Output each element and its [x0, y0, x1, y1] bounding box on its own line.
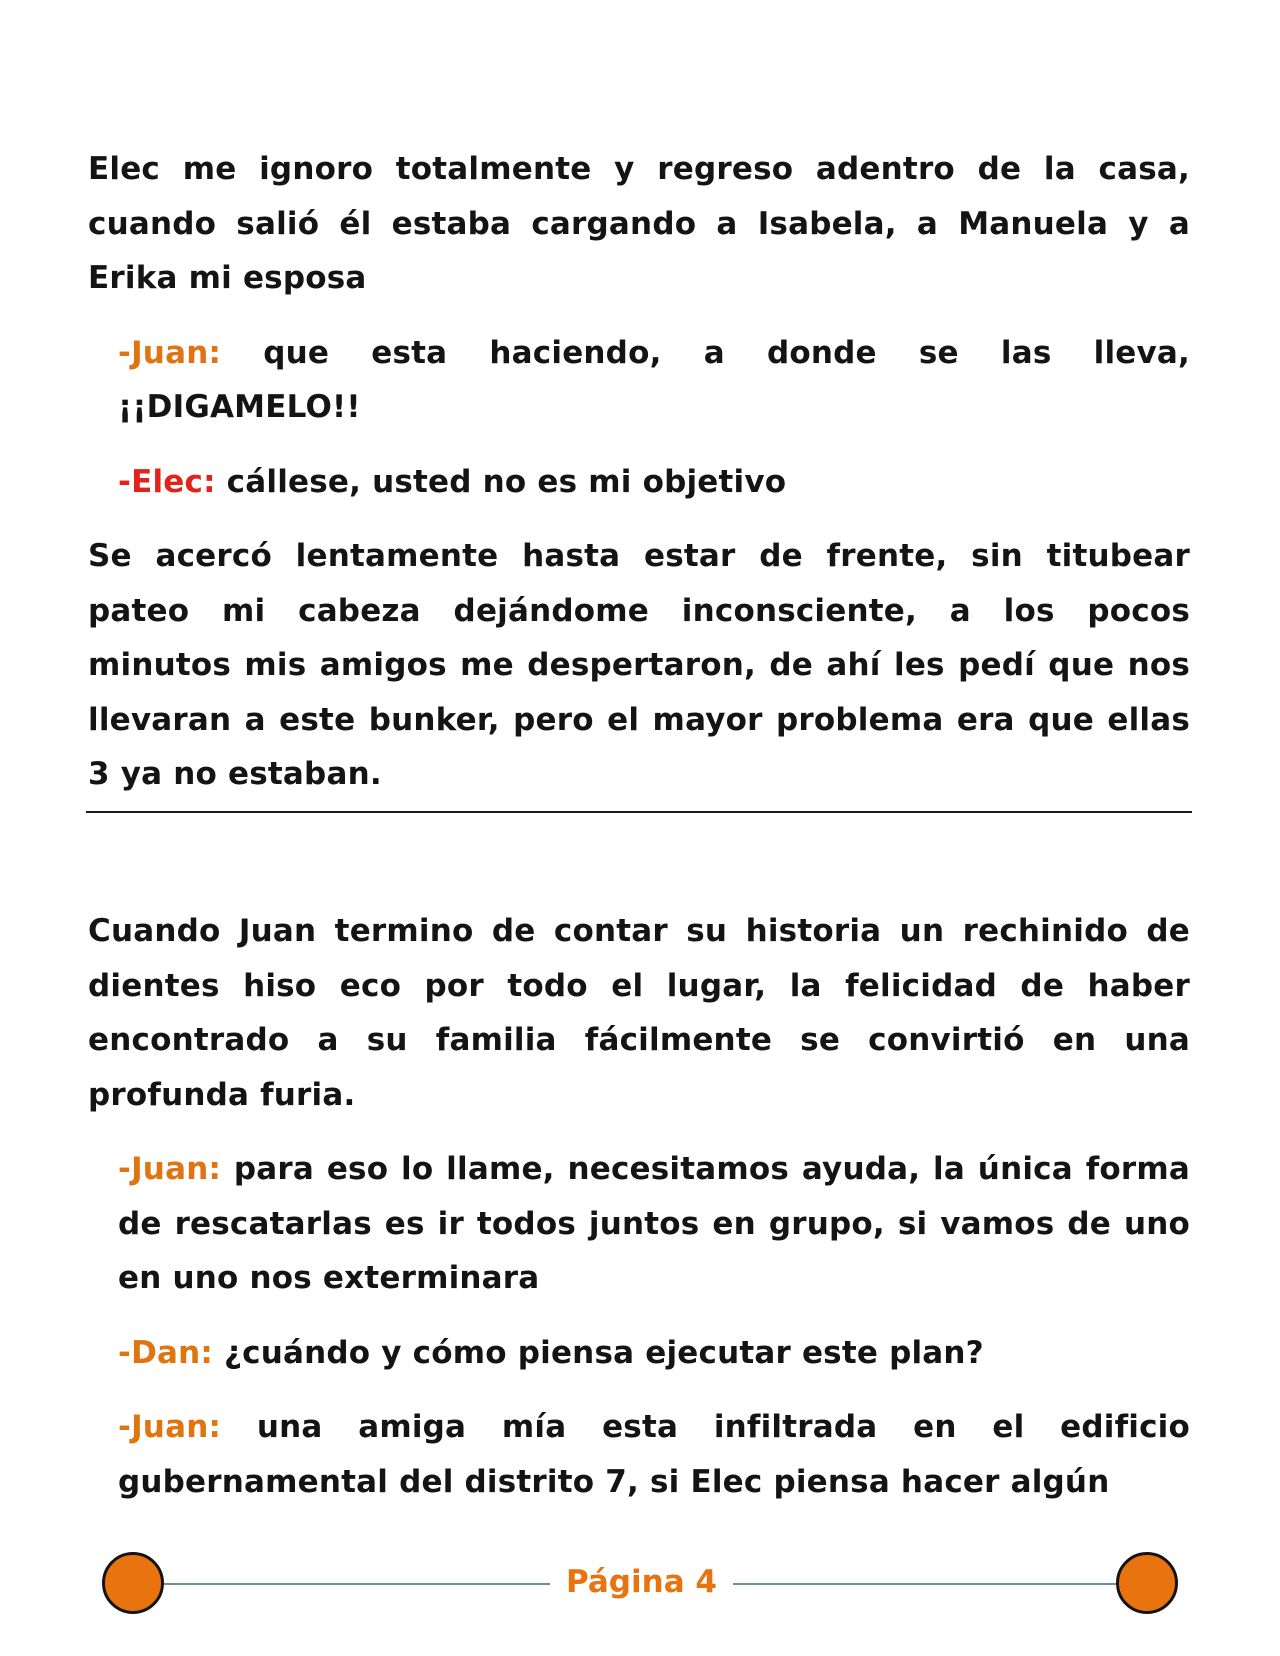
dialog-text: cállese, usted no es mi objetivo: [226, 463, 787, 500]
dialog-line-dan: [118, 1326, 1190, 1381]
speaker-label: -Elec:: [118, 463, 216, 500]
dialog-text: para eso lo llame, necesitamos ayuda, la única forma de rescatarlas es ir todos juntos en grupo, si vamos de uno en uno nos exterminara: [118, 1151, 1190, 1296]
footer-circle-right-icon: [1116, 1552, 1178, 1614]
dialog-text: ¿cuándo y cómo piensa ejecutar este plan?: [223, 1334, 984, 1371]
section-divider: [86, 811, 1192, 813]
dialog-line-juan: [118, 1400, 1190, 1509]
section-after-divider: [88, 904, 1190, 1509]
footer-rule-right: [733, 1583, 1116, 1585]
page-footer: [0, 1548, 1280, 1618]
speaker-label: -Juan:: [118, 1409, 222, 1445]
paragraph: Elec me ignoro totalmente y regreso adentro de la casa, cuando salió él estaba cargando a Isabela, a Manuela y a Erika mi esposa: [88, 151, 1190, 296]
paragraph: Se acercó lentamente hasta estar de frente, sin titubear pateo mi cabeza dejándome inconsciente, a los pocos minutos mis amigos me despertaron, de ahí les pedí que nos llevaran a este bunker, pero el mayor problema era que ellas 3 ya no estaban.: [88, 538, 1190, 792]
speaker-label: -Dan:: [118, 1334, 213, 1371]
footer-circle-left-icon: [102, 1552, 164, 1614]
paragraph: Cuando Juan termino de contar su historia un rechinido de dientes hiso eco por todo el lugar, la felicidad de haber encontrado a su familia fácilmente se convirtió en una profunda furia.: [88, 913, 1190, 1113]
dialog-line-juan: [118, 1142, 1190, 1306]
dialog-text: que esta haciendo, a donde se las lleva, ¡¡DIGAMELO!!: [118, 334, 1190, 425]
dialog-text: una amiga mía esta infiltrada en el edificio gubernamental del distrito 7, si Elec piensa hacer algún: [118, 1409, 1190, 1500]
section-before-divider: [88, 142, 1190, 802]
dialog-line-elec: [118, 455, 1190, 510]
dialog-line-juan: [118, 326, 1190, 435]
page-number: Página 4: [566, 1564, 717, 1600]
footer-rule-left: [164, 1583, 550, 1585]
speaker-label: -Juan:: [118, 1151, 222, 1187]
speaker-label: -Juan:: [118, 334, 222, 371]
